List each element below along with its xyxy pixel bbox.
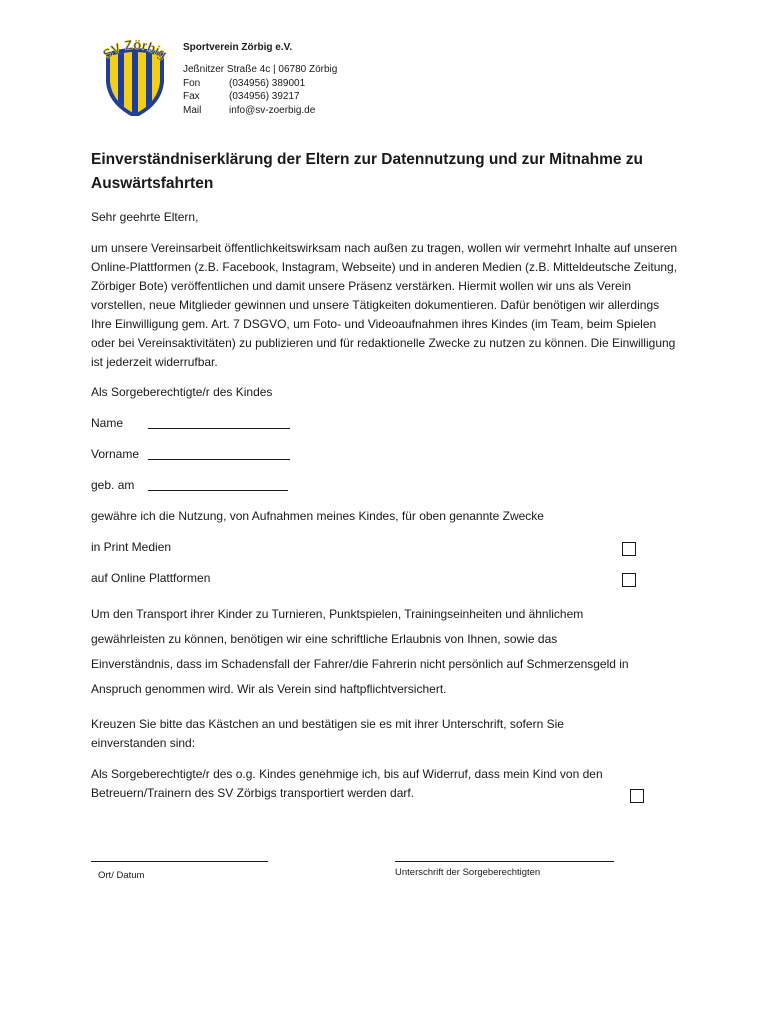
contact-label: Fax	[183, 91, 200, 102]
transport-line: gewährleisten zu können, benötigen wir eine schriftliche Erlaubnis von Ihnen, sowie das	[91, 632, 558, 646]
transport-consent-checkbox[interactable]	[630, 789, 644, 803]
place-date-label: Ort/ Datum	[98, 870, 145, 881]
address-line: Jeßnitzer Straße 4c | 06780 Zörbig	[183, 64, 338, 75]
contact-mail	[183, 104, 337, 118]
option-print-label: in Print Medien	[91, 540, 172, 554]
contact-label: Mail	[183, 104, 202, 116]
field-birthdate-line[interactable]	[148, 478, 288, 491]
field-vorname-label: Vorname	[91, 447, 140, 461]
contact-label: Fon	[183, 77, 201, 89]
transport-line: Einverständnis, dass im Schadensfall der Fahrer/die Fahrerin nicht persönlich auf Schmerzensgeld in	[91, 657, 629, 671]
option-online-label: auf Online Plattformen	[91, 571, 211, 585]
intro-paragraph: um unsere Vereinsarbeit öffentlichkeitswirksam nach außen zu tragen, wollen wir vermehrt Inhalte auf unseren Online-Plattformen (z.B. Facebook, Instagram, Webseite) und in anderen Medien (z.B. Mitteldeutsche Zeitung, Zörbiger Bote) veröffentlichen und damit unsere Präsenz verstärken. Hiermit wollen wir uns als Verein vorstellen, neue Mitglieder gewinnen und unsere Tätigkeiten dokumentieren. Dafür benötigen wir allerdings Ihre Einwilligung gem. Art. 7 DSGVO, um Foto- und Videoaufnahmen ihres Kindes (im Team, beim Spielen oder bei Vereinsaktivitäten) zu publizieren und für redaktionelle Zwecke zu nutzen zu können. Die Einwilligung ist jederzeit widerrufbar.	[91, 241, 678, 369]
transport-line: Um den Transport ihrer Kinder zu Turnieren, Punktspielen, Trainingseinheiten und ähnlichem	[91, 607, 584, 621]
club-name: Sportverein Zörbig e.V.	[183, 42, 293, 53]
option-print-checkbox[interactable]	[622, 542, 636, 556]
club-logo	[96, 38, 174, 116]
field-birthdate-label: geb. am	[91, 478, 135, 492]
guardian-label: Als Sorgeberechtigte/r des Kindes	[91, 385, 273, 399]
salutation: Sehr geehrte Eltern,	[91, 210, 199, 224]
contact-value: info@sv-zoerbig.de	[229, 104, 316, 116]
address-block	[183, 63, 337, 117]
club-crest-icon	[96, 38, 174, 116]
contact-phone	[183, 77, 337, 91]
contact-value: (034956) 389001	[229, 77, 306, 89]
transport-consent-text: Als Sorgeberechtigte/r des o.g. Kindes genehmige ich, bis auf Widerruf, dass mein Kind von den Betreuern/Trainern des SV Zörbigs transportiert werden darf.	[91, 767, 603, 800]
field-name-line[interactable]	[148, 416, 290, 429]
option-online-checkbox[interactable]	[622, 573, 636, 587]
signature-line[interactable]	[395, 861, 614, 862]
instruction-text: Kreuzen Sie bitte das Kästchen an und bestätigen sie es mit ihrer Unterschrift, sofern Sie einverstanden sind:	[91, 717, 564, 750]
field-vorname-line[interactable]	[148, 447, 290, 460]
contact-fax	[183, 90, 337, 104]
document-title: Einverständniserklärung der Eltern zur Datennutzung und zur Mitnahme zu Auswärtsfahrten	[91, 151, 644, 192]
transport-line: Anspruch genommen wird. Wir als Verein sind haftpflichtversichert.	[91, 682, 447, 696]
place-date-line[interactable]	[91, 861, 268, 862]
logo-text: SV Zörbig	[100, 38, 170, 62]
contact-value: (034956) 39217	[229, 91, 300, 102]
signature-label: Unterschrift der Sorgeberechtigten	[395, 867, 541, 878]
field-name-label: Name	[91, 416, 124, 430]
consent-text: gewähre ich die Nutzung, von Aufnahmen meines Kindes, für oben genannte Zwecke	[91, 509, 544, 523]
